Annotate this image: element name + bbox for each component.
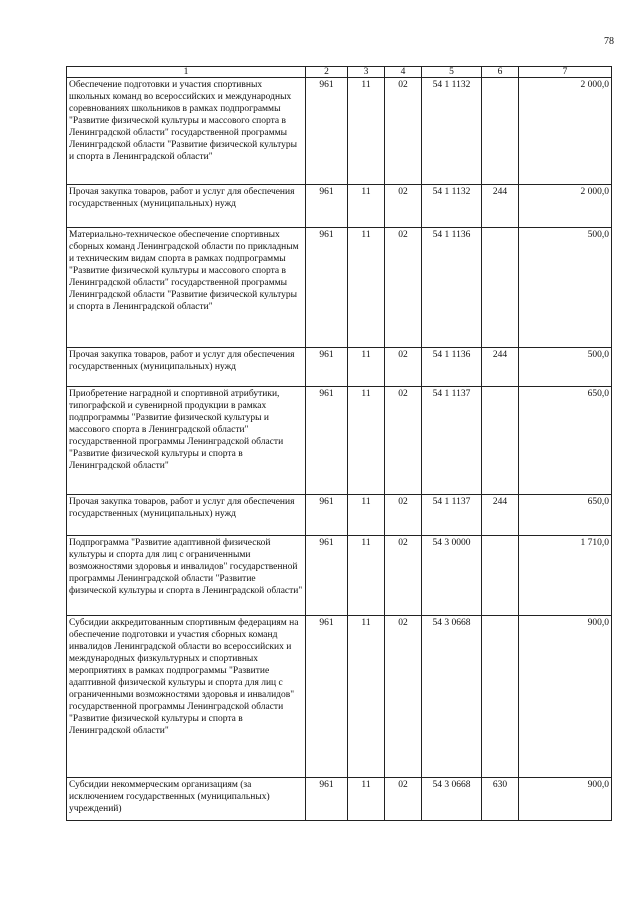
header-col-5: 5 <box>422 67 482 78</box>
row-code-admin: 961 <box>306 778 348 821</box>
row-code-subsection: 02 <box>385 348 422 387</box>
row-code-subsection: 02 <box>385 228 422 348</box>
table-row <box>67 228 612 348</box>
header-col-4: 4 <box>385 67 422 78</box>
row-amount: 650,0 <box>519 495 612 536</box>
table-row <box>67 185 612 228</box>
row-code-expense: 244 <box>482 348 519 387</box>
row-description: Прочая закупка товаров, работ и услуг для обеспечения государственных (муниципальных) нужд <box>67 348 306 387</box>
row-code-target: 54 3 0000 <box>422 536 482 616</box>
table-row <box>67 348 612 387</box>
row-code-subsection: 02 <box>385 778 422 821</box>
table-row <box>67 78 612 185</box>
row-amount: 2 000,0 <box>519 78 612 185</box>
row-code-admin: 961 <box>306 616 348 778</box>
row-code-section: 11 <box>348 778 385 821</box>
table-row <box>67 387 612 495</box>
table-row <box>67 616 612 778</box>
row-code-section: 11 <box>348 348 385 387</box>
row-code-admin: 961 <box>306 185 348 228</box>
header-col-7: 7 <box>519 67 612 78</box>
row-code-expense: 244 <box>482 495 519 536</box>
row-amount: 1 710,0 <box>519 536 612 616</box>
row-description: Субсидии аккредитованным спортивным федерациям на обеспечение подготовки и участия сборных команд инвалидов Ленинградской области во всероссийских и международных физкультурных и спортивных мероприятиях в рамках подпрограммы "Развитие адаптивной физической культуры и спорта для лиц с ограниченными возможностями здоровья и инвалидов" государственной программы Ленинградской области "Развитие физической культуры и спорта в Ленинградской области" <box>67 616 306 778</box>
row-code-target: 54 1 1136 <box>422 228 482 348</box>
row-code-section: 11 <box>348 78 385 185</box>
row-amount: 650,0 <box>519 387 612 495</box>
row-description: Прочая закупка товаров, работ и услуг для обеспечения государственных (муниципальных) нужд <box>67 185 306 228</box>
row-code-admin: 961 <box>306 536 348 616</box>
row-code-subsection: 02 <box>385 495 422 536</box>
row-code-target: 54 1 1137 <box>422 495 482 536</box>
row-code-subsection: 02 <box>385 78 422 185</box>
row-code-expense: 630 <box>482 778 519 821</box>
budget-table <box>66 66 612 821</box>
row-code-expense <box>482 228 519 348</box>
row-code-admin: 961 <box>306 78 348 185</box>
row-code-section: 11 <box>348 228 385 348</box>
row-amount: 500,0 <box>519 228 612 348</box>
row-code-section: 11 <box>348 185 385 228</box>
row-code-section: 11 <box>348 616 385 778</box>
row-code-target: 54 1 1136 <box>422 348 482 387</box>
row-code-expense <box>482 78 519 185</box>
row-amount: 500,0 <box>519 348 612 387</box>
row-amount: 2 000,0 <box>519 185 612 228</box>
row-code-section: 11 <box>348 387 385 495</box>
row-code-section: 11 <box>348 536 385 616</box>
row-code-target: 54 1 1137 <box>422 387 482 495</box>
table-row <box>67 536 612 616</box>
row-code-target: 54 1 1132 <box>422 78 482 185</box>
row-description: Обеспечение подготовки и участия спортивных школьных команд во всероссийских и международных соревнованиях школьников в рамках подпрограммы "Развитие физической культуры и массового спорта в Ленинградской области" государственной программы Ленинградской области "Развитие физической культуры и спорта в Ленинградской области" <box>67 78 306 185</box>
row-amount: 900,0 <box>519 616 612 778</box>
row-code-target: 54 3 0668 <box>422 778 482 821</box>
row-description: Приобретение наградной и спортивной атрибутики, типографской и сувенирной продукции в рамках подпрограммы "Развитие физической культуры и массового спорта в Ленинградской области" государственной программы Ленинградской области "Развитие физической культуры и спорта в Ленинградской области" <box>67 387 306 495</box>
row-code-admin: 961 <box>306 387 348 495</box>
row-code-admin: 961 <box>306 495 348 536</box>
row-description: Прочая закупка товаров, работ и услуг для обеспечения государственных (муниципальных) нужд <box>67 495 306 536</box>
row-code-expense <box>482 616 519 778</box>
row-description: Материально-техническое обеспечение спортивных сборных команд Ленинградской области по прикладным и техническим видам спорта в рамках подпрограммы "Развитие физической культуры и массового спорта в Ленинградской области" государственной программы Ленинградской области "Развитие физической культуры и спорта в Ленинградской области" <box>67 228 306 348</box>
page-number: 78 <box>604 36 614 47</box>
row-amount: 900,0 <box>519 778 612 821</box>
row-code-subsection: 02 <box>385 616 422 778</box>
row-code-subsection: 02 <box>385 185 422 228</box>
header-col-1: 1 <box>67 67 306 78</box>
row-code-expense <box>482 387 519 495</box>
row-code-admin: 961 <box>306 348 348 387</box>
row-code-target: 54 1 1132 <box>422 185 482 228</box>
row-code-expense: 244 <box>482 185 519 228</box>
table-header-row <box>67 67 612 78</box>
row-description: Подпрограмма "Развитие адаптивной физической культуры и спорта для лиц с ограниченными возможностями здоровья и инвалидов" государственной программы Ленинградской области "Развитие физической культуры и спорта в Ленинградской области" <box>67 536 306 616</box>
row-code-admin: 961 <box>306 228 348 348</box>
row-code-target: 54 3 0668 <box>422 616 482 778</box>
row-code-subsection: 02 <box>385 387 422 495</box>
header-col-3: 3 <box>348 67 385 78</box>
row-code-expense <box>482 536 519 616</box>
row-code-section: 11 <box>348 495 385 536</box>
table-row <box>67 778 612 821</box>
row-code-subsection: 02 <box>385 536 422 616</box>
row-description: Субсидии некоммерческим организациям (за исключением государственных (муниципальных) учреждений) <box>67 778 306 821</box>
header-col-2: 2 <box>306 67 348 78</box>
header-col-6: 6 <box>482 67 519 78</box>
table-row <box>67 495 612 536</box>
